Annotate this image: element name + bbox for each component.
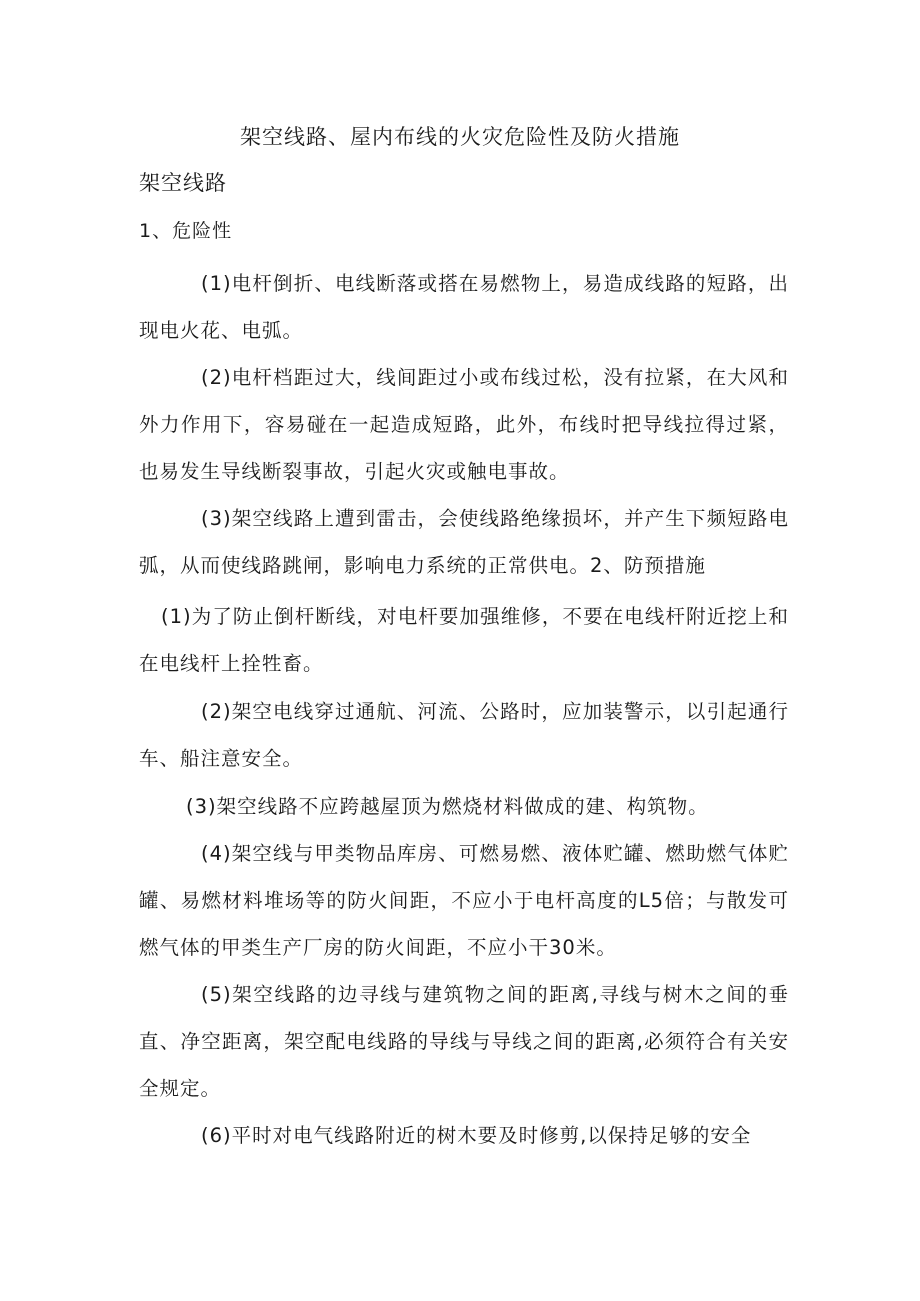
paragraph-measure-1: (1)为了防止倒杆断线，对电杆要加强维修，不要在电线杆附近挖上和在电线杆上拴牲畜。 (139, 605, 789, 675)
paragraph-hazard-1: (1)电杆倒折、电线断落或搭在易燃物上，易造成线路的短路，出现电火花、电弧。 (139, 272, 789, 342)
paragraph-hazard-2: (2)电杆档距过大，线间距过小或布线过松，没有拉紧，在大风和外力作用下，容易碰在一起造成短路，此外，布线时把导线拉得过紧，也易发生导线断裂事故，引起火灾或触电事故。 (139, 366, 789, 483)
paragraph-measure-4: (4)架空线与甲类物品库房、可燃易燃、液体贮罐、燃助燃气体贮罐、易燃材料堆场等的防火间距，不应小于电杆高度的L5倍；与散发可燃气体的甲类生产厂房的防火间距，不应小干30米。 (139, 842, 789, 959)
document-title: 架空线路、屋内布线的火灾危险性及防火措施 (240, 125, 680, 149)
paragraph-measure-5: (5)架空线路的边寻线与建筑物之间的距离,寻线与树木之间的垂直、净空距离，架空配电线路的导线与导线之间的距离,必须符合有关安全规定。 (139, 983, 789, 1100)
subheading-hazards: 1、危险性 (139, 220, 233, 242)
paragraph-hazard-3: (3)架空线路上遭到雷击，会使线路绝缘损坏，并产生下频短路电弧，从而使线路跳闸，影响电力系统的正常供电。2、防预措施 (139, 507, 789, 577)
paragraph-measure-3: (3)架空线路不应跨越屋顶为燃烧材料做成的建、构筑物。 (186, 795, 709, 818)
paragraph-measure-6: (6)平时对电气线路附近的树木要及时修剪,以保持足够的安全 (201, 1124, 752, 1147)
section-heading: 架空线路 (139, 171, 227, 195)
paragraph-measure-2: (2)架空电线穿过通航、河流、公路时，应加装警示，以引起通行车、船注意安全。 (139, 700, 789, 770)
